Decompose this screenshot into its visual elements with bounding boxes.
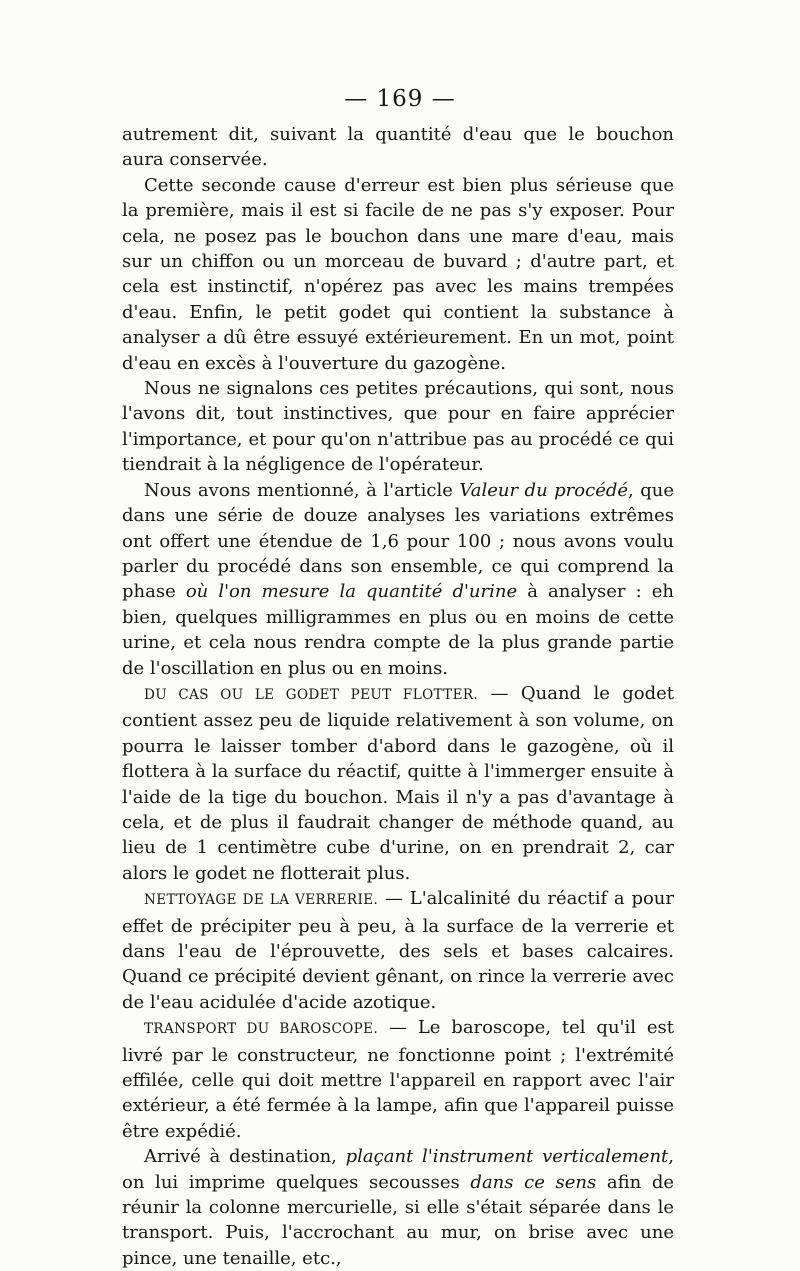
paragraph [122, 376, 674, 478]
paragraph-text: — Le baroscope, tel qu'il est livré par le constructeur, ne fonctionne point ; l'extrémité effilée, celle qui doit mettre l'appareil en rapport avec l'air extérieur, a été fermée à la lampe, afin que l'appareil puisse être expédié. [122, 1017, 674, 1142]
paragraph [122, 122, 674, 173]
paragraph-text: , on lui imprime quelques secousses [122, 1146, 674, 1193]
paragraph-text: — L'alcalinité du réactif a pour effet de précipiter peu à peu, à la surface de la verrerie et dans l'eau de l'éprouvette, des sels et bases calcaires. Quand ce précipité devient gênant, on rince la verrerie avec de l'eau acidulée d'acide azotique. [122, 888, 675, 1013]
paragraph [122, 478, 674, 681]
body-text [122, 122, 674, 1271]
italic-text: où l'on mesure la quantité d'urine [185, 581, 518, 603]
section-heading: DU CAS OU LE GODET PEUT FLOTTER. [144, 686, 479, 703]
paragraph [122, 173, 674, 376]
paragraph [122, 1144, 674, 1271]
section-heading: NETTOYAGE DE LA VERRERIE. [144, 892, 379, 909]
paragraph-text: Nous avons mentionné, à l'article [144, 479, 460, 501]
paragraph-text: Nous ne signalons ces petites précautions, qui sont, nous l'avons dit, tout instinctives, que pour en faire apprécier l'importance, et pour qu'on n'attribue pas au procédé ce qui tiendrait à la négligence de l'opérateur. [122, 378, 674, 476]
section-heading: TRANSPORT DU BAROSCOPE. [144, 1021, 379, 1038]
paragraph [122, 1015, 674, 1144]
italic-text: plaçant l'instrument verticalement [345, 1146, 669, 1168]
paragraph-text: autrement dit, suivant la quantité d'eau que le bouchon aura conservée. [122, 124, 674, 171]
paragraph-text: , que dans une série de douze analyses les variations extrêmes ont offert une étendue de 1,6 pour 100 ; nous avons voulu parler du procédé dans son ensemble, ce qui comprend la phase [122, 479, 675, 603]
italic-text: dans ce sens [470, 1171, 597, 1193]
italic-text: Valeur du procédé [459, 479, 629, 501]
paragraph [122, 886, 674, 1015]
paragraph [122, 681, 674, 886]
page-number: — 169 — [344, 86, 456, 112]
paragraph-text: — Quand le godet contient assez peu de liquide relativement à son volume, on pourra le laisser tomber d'abord dans le gazogène, où il flottera à la surface du réactif, quitte à l'immerger ensuite à l'aide de la tige du bouchon. Mais il n'y a pas d'avantage à cela, et de plus il faudrait changer de méthode quand, au lieu de 1 centimètre cube d'urine, on en prendrait 2, car alors le godet ne flotterait plus. [122, 682, 674, 884]
paragraph-text: Cette seconde cause d'erreur est bien plus sérieuse que la première, mais il est si facile de ne pas s'y exposer. Pour cela, ne posez pas le bouchon dans une mare d'eau, mais sur un chiffon ou un morceau de buvard ; d'autre part, et cela est instinctif, n'opérez pas avec les mains trempées d'eau. Enfin, le petit godet qui contient la substance à analyser a dû être essuyé extérieurement. En un mot, point d'eau en excès à l'ouverture du gazogène. [122, 174, 674, 374]
paragraph-text: afin de réunir la colonne mercurielle, si elle s'était séparée dans le transport. Puis, l'accrochant au mur, on brise avec une pince, une tenaille, etc., [122, 1171, 675, 1269]
paragraph-text: à analyser : eh bien, quelques milligrammes en plus ou en moins de cette urine, et cela nous rendra compte de la plus grande partie de l'oscillation en plus ou en moins. [122, 581, 674, 679]
paragraph-text: Arrivé à destination, [144, 1146, 346, 1168]
